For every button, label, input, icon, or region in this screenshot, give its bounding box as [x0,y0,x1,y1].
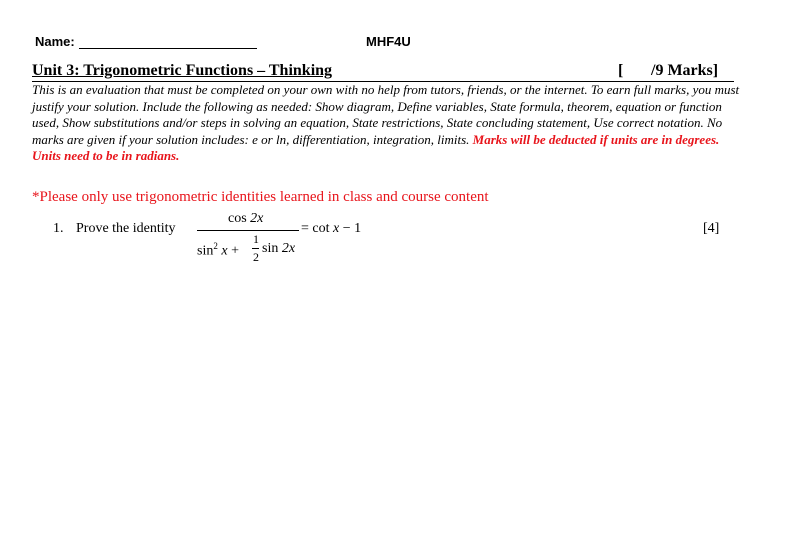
identity-denominator-part2: sin 2x [262,241,296,256]
half-denominator: 2 [253,250,259,264]
marks-bracket-open: [ [618,62,624,79]
total-marks: /9 Marks] [651,62,719,79]
units-warning: Marks will be deducted if units are in degrees. Units need to be in radians. [32,131,720,163]
instructions-paragraph [32,82,744,165]
identities-note: *Please only use trigonometric identities learned in class and course content [32,189,489,205]
half-fraction-bar [252,248,259,249]
question-marks: [4] [703,221,720,236]
name-label: Name: [35,34,75,49]
question-number: 1. [53,221,64,236]
half-numerator: 1 [253,232,259,246]
identity-fraction-bar [197,230,299,231]
identity-numerator: cos 2x [228,211,264,226]
identity-denominator-part1: $\sin^2 x$ + [197,241,239,259]
course-code: MHF4U [366,34,411,49]
question-text: Prove the identity [76,221,176,236]
name-field-line[interactable] [79,48,257,49]
unit-title: Unit 3: Trigonometric Functions – Thinking [32,62,333,79]
instructions-body: This is an evaluation that must be completed on your own with no help from tutors, friends, or the internet. To earn full marks, you must justify your solution. Include the following as needed: Show diagram, Define variables, State formula, theorem, equation or function used, Show substitutions and/or steps in solving an equation, State restrictions, State concluding statement, Use correct notation. No marks are given if your solution includes: e or ln, differentiation, integration, limits. [32,82,740,147]
identity-rhs: = cot x − 1 [301,221,362,236]
